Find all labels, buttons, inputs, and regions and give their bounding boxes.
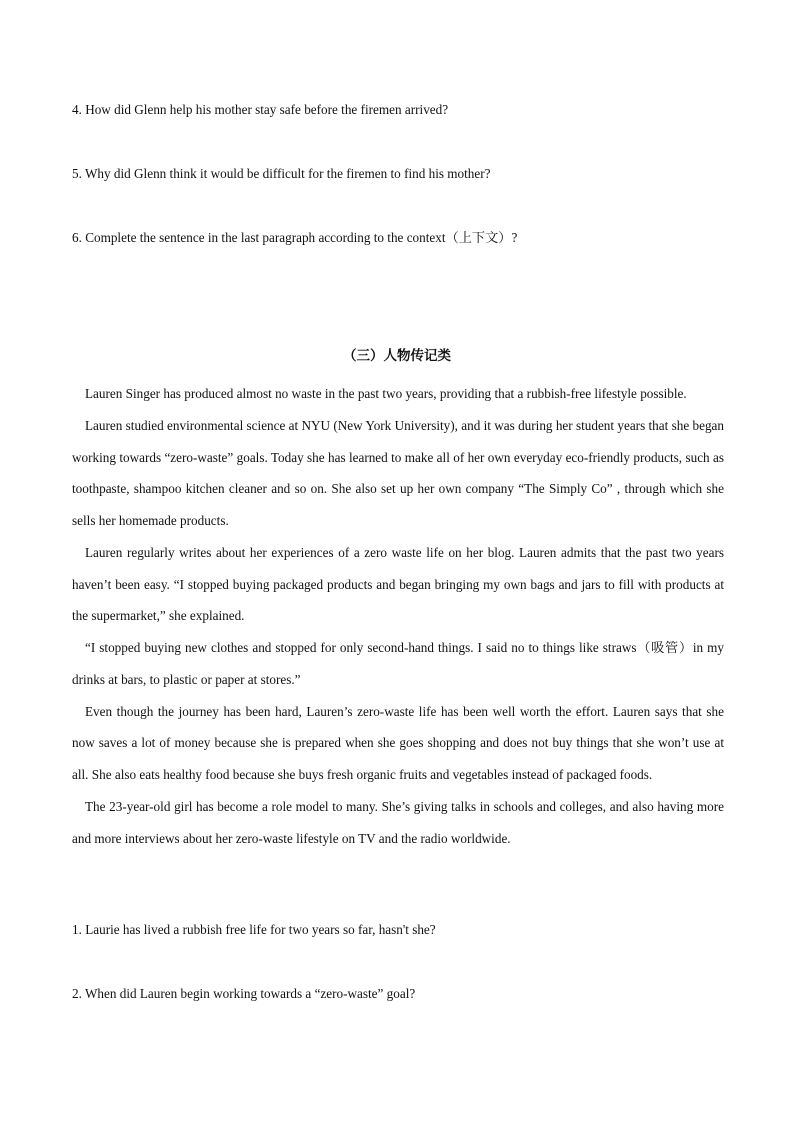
passage-paragraph-1: Lauren Singer has produced almost no waste in the past two years, providing that a rubbish-free lifestyle possible. (85, 386, 687, 401)
passage-paragraph-6: The 23-year-old girl has become a role model to many. She’s giving talks in schools and colleges, and also having more and more interviews about her zero-waste lifestyle on TV and the radio worldwide. (72, 798, 724, 846)
question-4: 4. How did Glenn help his mother stay safe before the firemen arrived? (72, 102, 449, 117)
passage-paragraph-5: Even though the journey has been hard, Lauren’s zero-waste life has been well worth the effort. Lauren says that she now saves a lot of money because she is prepared when she goes shopping and does not buy things that she won’t use at all. She also eats healthy food because she buys fresh organic fruits and vegetables instead of packaged foods. (72, 703, 724, 782)
passage-paragraph-4: “I stopped buying new clothes and stopped for only second-hand things. I said no to things like straws（吸管）in my drinks at bars, to plastic or paper at stores.” (72, 640, 724, 687)
passage-paragraph-2: Lauren studied environmental science at NYU (New York University), and it was during her student years that she began working towards “zero-waste” goals. Today she has learned to make all of her own everyday eco-friendly products, such as toothpaste, shampoo kitchen cleaner and so on. She also set up her own company “The Simply Co” , through which she sells her homemade products. (72, 417, 724, 528)
reading-passage (72, 378, 724, 854)
passage-question-1: 1. Laurie has lived a rubbish free life for two years so far, hasn't she? (72, 922, 436, 937)
passage-question-2: 2. When did Lauren begin working towards a “zero-waste” goal? (72, 986, 416, 1001)
passage-paragraph-3: Lauren regularly writes about her experiences of a zero waste life on her blog. Lauren admits that the past two years haven’t been easy. “I stopped buying packaged products and began bringing my own bags and jars to fill with products at the supermarket,” she explained. (72, 544, 724, 624)
question-5: 5. Why did Glenn think it would be difficult for the firemen to find his mother? (72, 166, 491, 181)
section-heading: （三）人物传记类 (343, 348, 451, 364)
question-6: 6. Complete the sentence in the last paragraph according to the context（上下文）? (72, 230, 518, 245)
